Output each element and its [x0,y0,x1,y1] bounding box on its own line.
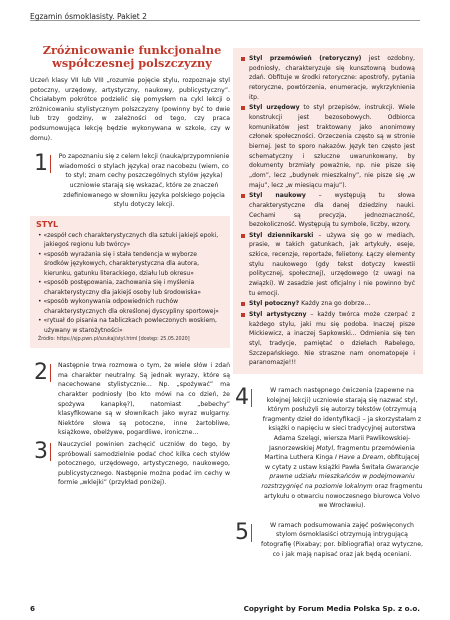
right-column [233,48,423,559]
intro-paragraph: Uczeń klasy VII lub VIII „rozumie pojęcie stylu, rozpoznaje styl potoczny, urzędowy, artystyczny, naukowy, publicystyczny”. Chciałabym pokrótce podzielić się pomysłem na cykl lekcji o zróżnicowaniu stylistycznym polszczyzny (powinny być to dwie lub trzy godziny, w zależności od tego, czy praca podsumowująca lekcję będzie wykonywana w szkole, czy w domu). [30,77,230,142]
title-line-2: współczesnej polszczyzny [52,56,212,70]
style-item [241,191,415,230]
cited-title: Motyl [316,444,334,452]
style-name: Styl przemówień (retoryczny) [249,55,362,62]
task-text-part: , fragmentu przemówienia Martina Luthera Kinga [264,444,415,462]
styl-definition-box [30,216,230,349]
header-title: Egzamin ósmoklasisty. Pakiet 2 [30,12,147,21]
task-number: 5 [235,519,249,545]
styl-definition: • «sposób postępowania, zachowania się i myślenia charakterystyczny dla jakiejś osoby lub środowiska» [38,278,222,297]
task-number: 3 [34,438,48,464]
styles-panel [233,48,423,374]
task-4 [233,386,423,511]
style-name: Styl naukowy [249,192,306,200]
style-description: – występują tu słowa charakterystyczne dla danej dziedziny nauki. Cechami są precyzja, jednoznaczność, bezokoliczność. Występują tu symbole, liczby, wzory. [249,192,415,229]
task-text: W ramach podsumowania zajęć poświęconych stylom ósmoklasiści otrzymują intrygującą fotografię (Pixabay; por. bibliografia) oraz wytyczne, co i jak mają napisać oraz jak będą oceniani. [261,521,423,558]
task-text: Nauczyciel powinien zachęcić uczniów do tego, by spróbowali samodzielnie podać choć kilka cech stylów potocznego, urzędowego, artystycznego, naukowego, publicystycznego. Następnie można podać im cechy w formie „wklejki” (przykład poniżej). [58,440,230,487]
task-text [261,386,423,511]
task-1 [30,152,230,210]
left-column [30,44,230,488]
article-title [34,44,230,70]
task-2 [30,361,230,438]
running-header [30,4,420,21]
style-item [241,231,415,299]
styl-definition: • «sposób wyrażania się i stała tendencja w wyborze środków językowych, charakterystyczna dla autora, kierunku, gatunku literackiego, działu lub okresu» [38,250,222,279]
style-name: Styl urzędowy [249,104,300,112]
cited-title: Gwarancje prawne udziału mieszkańców w podejmowaniu rozstrzygnięć na poziomie lokalnym [261,463,419,490]
task-number: 1 [34,151,48,177]
page-number: 6 [30,604,36,613]
task-text-part: oraz fragmentu artykułu o otwarciu nowoczesnego biurowca Volvo we Wrocławiu). [264,482,423,510]
task-text: Następnie trwa rozmowa o tym, że wiele słów i zdań ma charakter neutralny. Są jednak wyrazy, które są nacechowane stylistycznie... Np. „spożywać” ma charakter podniosły (bo kto mówi na co dzień, że spożywa kanapkę?), natomiast „bebechy” klasyfikowane są w słownikach jako wyraz wulgarny. Niektóre słowa są potoczne, inne żartobliwe, książkowe, obelżywe, pogardliwe, ironiczne... [58,362,230,437]
style-description: jest ozdobny, podniosły, charakteryzuje się kunsztowną budową zdań. Obfituje w środki retoryczne: apostrofy, pytania retoryczne, powtórzenia, enumeracje, wykrzyknienia itp. [249,55,415,101]
style-name: Styl artystyczny [249,311,307,319]
styl-definition: • «rytuał do pisania na tabliczkach powleczonych woskiem, używany w starożytności» [38,316,222,335]
styl-heading: STYL [36,219,59,229]
style-description: – używa się go w mediach, prasie, w takich gatunkach, jak artykuły, eseje, szkice, recenzje, reportaże, felietony. Łączy elementy stylu naukowego (gdy tekst dotyczy kwestii politycznej, społecznej), urzędowego (z uwagi na związki). W zasadzie jest oficjalny i nie powinno być tu emocji. [249,231,415,297]
style-item [241,310,415,368]
task-text: Po zapoznaniu się z celem lekcji (nauka/przypomnienie wiadomości o stylach języka) oraz nacobezu (wiem, co to styl; znam cechy poszczególnych stylów języka) uczniowie starają się wskazać, które ze znaczeń zdefiniowanego w słowniku języka polskiego pojęcia stylu dotyczy lekcji. [58,153,230,209]
style-description: Każdy zna go dobrze... [299,300,371,308]
task-text-part: W ramach następnego ćwiczenia (zapewne na kolejnej lekcji) uczniowie starają się nazwać styl, którym posłużyli się autorzy tekstów (otrzymują fragmenty dzieł do identyfikacji – ja skorzystałam z książki o napięciu w sieci tradycyjnej autorstwa Adama Szelągi, wiersza Marii Pawlikowskiej-Jasnorzewskiej [262,387,422,452]
task-text-part: , obfitującej w cytaty z ustaw książki Pawła Świtała [265,454,420,471]
style-description: – każdy twórca może czerpać z każdego stylu, jaki mu się podoba. Inaczej pisze Mickiewicz, a inaczej Sapkowski... Odmienia się ten styl, tradycje, pamiętać o dziełach Rabelego, Szczepańskiego. Nie straszne nam onomatopeje i paranomazje!!! [249,311,416,367]
style-description: to styl przepisów, instrukcji. Wiele konstrukcji jest bezosobowych. Odbiorca komunikatów jest traktowany jako anonimowy członek społeczności. Orzeczenia często są w stronie biernej. Jest to sporo nakazów. Język ten często jest schematyczny i szluczne uwarunkowany, by dokumenty brzmiały poważnie, np. nie pisze się „dom”, lecz „budynek mieszkalny”, nie pisze się „w maju”, lecz „w miesiącu maju”). [249,104,415,189]
task-5 [233,521,423,559]
style-item [241,103,415,190]
style-name: Styl potoczny? [249,300,300,308]
copyright-notice: Copyright by Forum Media Polska Sp. z o.o. [243,604,420,613]
task-number: 4 [235,385,249,410]
style-name: Styl dziennikarski [249,231,314,239]
task-number: 2 [34,360,48,386]
source-note: Źródło: https://sjp.pwn.pl/szukaj/styl.html [dostęp: 25.05.2020] [38,337,190,343]
cited-title: I Have a Dream [334,454,384,462]
styl-definition: • «sposób wykonywania odpowiednich ruchów charakterystycznych dla określonej dyscypliny sportowej» [38,297,222,316]
style-item [241,54,415,102]
task-3 [30,440,230,488]
styl-definition: • «zespół cech charakterystycznych dla sztuki jakiejś epoki, jakiegoś regionu lub twórcy» [38,231,222,250]
style-item [241,299,415,309]
title-line-1: Zróżnicowanie funkcjonalne [42,43,222,57]
